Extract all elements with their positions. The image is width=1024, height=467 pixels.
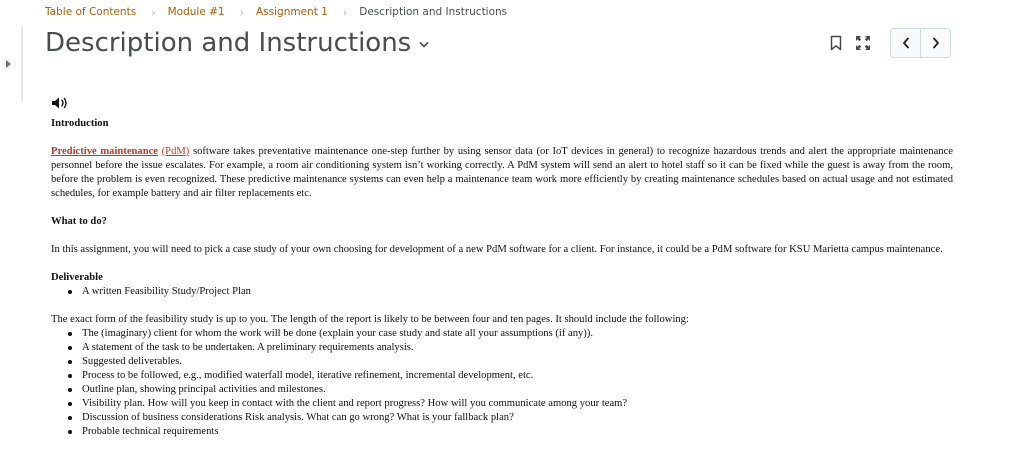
what-to-do-heading: What to do? xyxy=(51,216,107,227)
list-item: Outline plan, showing principal activities and milestones. xyxy=(82,383,953,397)
breadcrumb-current: Description and Instructions xyxy=(359,6,508,18)
topic-toolbar xyxy=(828,28,951,58)
breadcrumb-table-of-contents[interactable]: Table of Contents xyxy=(45,6,137,18)
panel-toggle-icon[interactable] xyxy=(6,60,11,68)
breadcrumb-assignment-1[interactable]: Assignment 1 xyxy=(256,6,328,18)
list-item: Discussion of business considerations Risk analysis. What can go wrong? What is your fallback plan? xyxy=(82,411,953,425)
deliverable-list xyxy=(51,285,953,299)
list-item: The (imaginary) client for whom the work will be done (explain your case study and state all your assumptions (if any)). xyxy=(82,327,953,341)
deliverable-heading: Deliverable xyxy=(51,272,103,283)
list-item: Visibility plan. How will you keep in contact with the client and report progress? How will you communicate among your team? xyxy=(82,397,953,411)
fullscreen-icon[interactable] xyxy=(854,31,872,55)
breadcrumb xyxy=(45,4,507,20)
topic-content xyxy=(51,96,953,439)
left-panel-rail xyxy=(21,26,23,102)
chevron-right-icon: › xyxy=(239,5,244,19)
predictive-maintenance-link[interactable]: Predictive maintenance xyxy=(51,146,159,157)
what-to-do-paragraph: In this assignment, you will need to pick a case study of your own choosing for development of a new PdM software for a client. For instance, it could be a PdM software for KSU Marietta campus maintenance. xyxy=(51,244,943,255)
introduction-paragraph xyxy=(51,145,953,201)
chevron-right-icon: › xyxy=(342,5,348,19)
title-row xyxy=(45,28,429,58)
topic-navigation xyxy=(890,28,951,58)
introduction-heading: Introduction xyxy=(51,118,109,129)
list-item: Suggested deliverables. xyxy=(82,355,953,369)
feasibility-list xyxy=(51,327,953,439)
list-item: A written Feasibility Study/Project Plan xyxy=(82,285,953,299)
chevron-left-icon[interactable] xyxy=(891,29,920,57)
feasibility-intro: The exact form of the feasibility study is up to you. The length of the report is likely to be between four and ten pages. It should include the following: xyxy=(51,314,689,325)
chevron-right-icon: › xyxy=(151,5,156,19)
breadcrumb-module-1[interactable]: Module #1 xyxy=(167,6,225,18)
chevron-down-icon[interactable] xyxy=(419,41,429,49)
pdm-link[interactable]: (PdM) xyxy=(161,146,190,157)
list-item: Process to be followed, e.g., modified waterfall model, iterative refinement, incremental development, etc. xyxy=(82,369,953,383)
chevron-right-icon[interactable] xyxy=(920,29,950,57)
speaker-icon[interactable] xyxy=(51,96,953,110)
page-title: Description and Instructions xyxy=(45,28,412,58)
introduction-text: software takes preventative maintenance one-step further by using sensor data (or IoT devices in general) to recognize hazardous trends and alert the appropriate maintenance personnel before the issue escalates. For example, a room air conditioning system isn’t working correctly. A PdM system will send an alert to hotel staff so it can be fixed while the guest is away from the room, before the problem is even recognized. These predictive maintenance systems can even help a maintenance team work more efficiently by creating maintenance schedules based on actual usage and not estimated schedules, for example battery and air filter replacements etc. xyxy=(51,146,953,199)
bookmark-icon[interactable] xyxy=(828,31,844,55)
list-item: Probable technical requirements xyxy=(82,425,953,439)
list-item: A statement of the task to be undertaken. A preliminary requirements analysis. xyxy=(82,341,953,355)
